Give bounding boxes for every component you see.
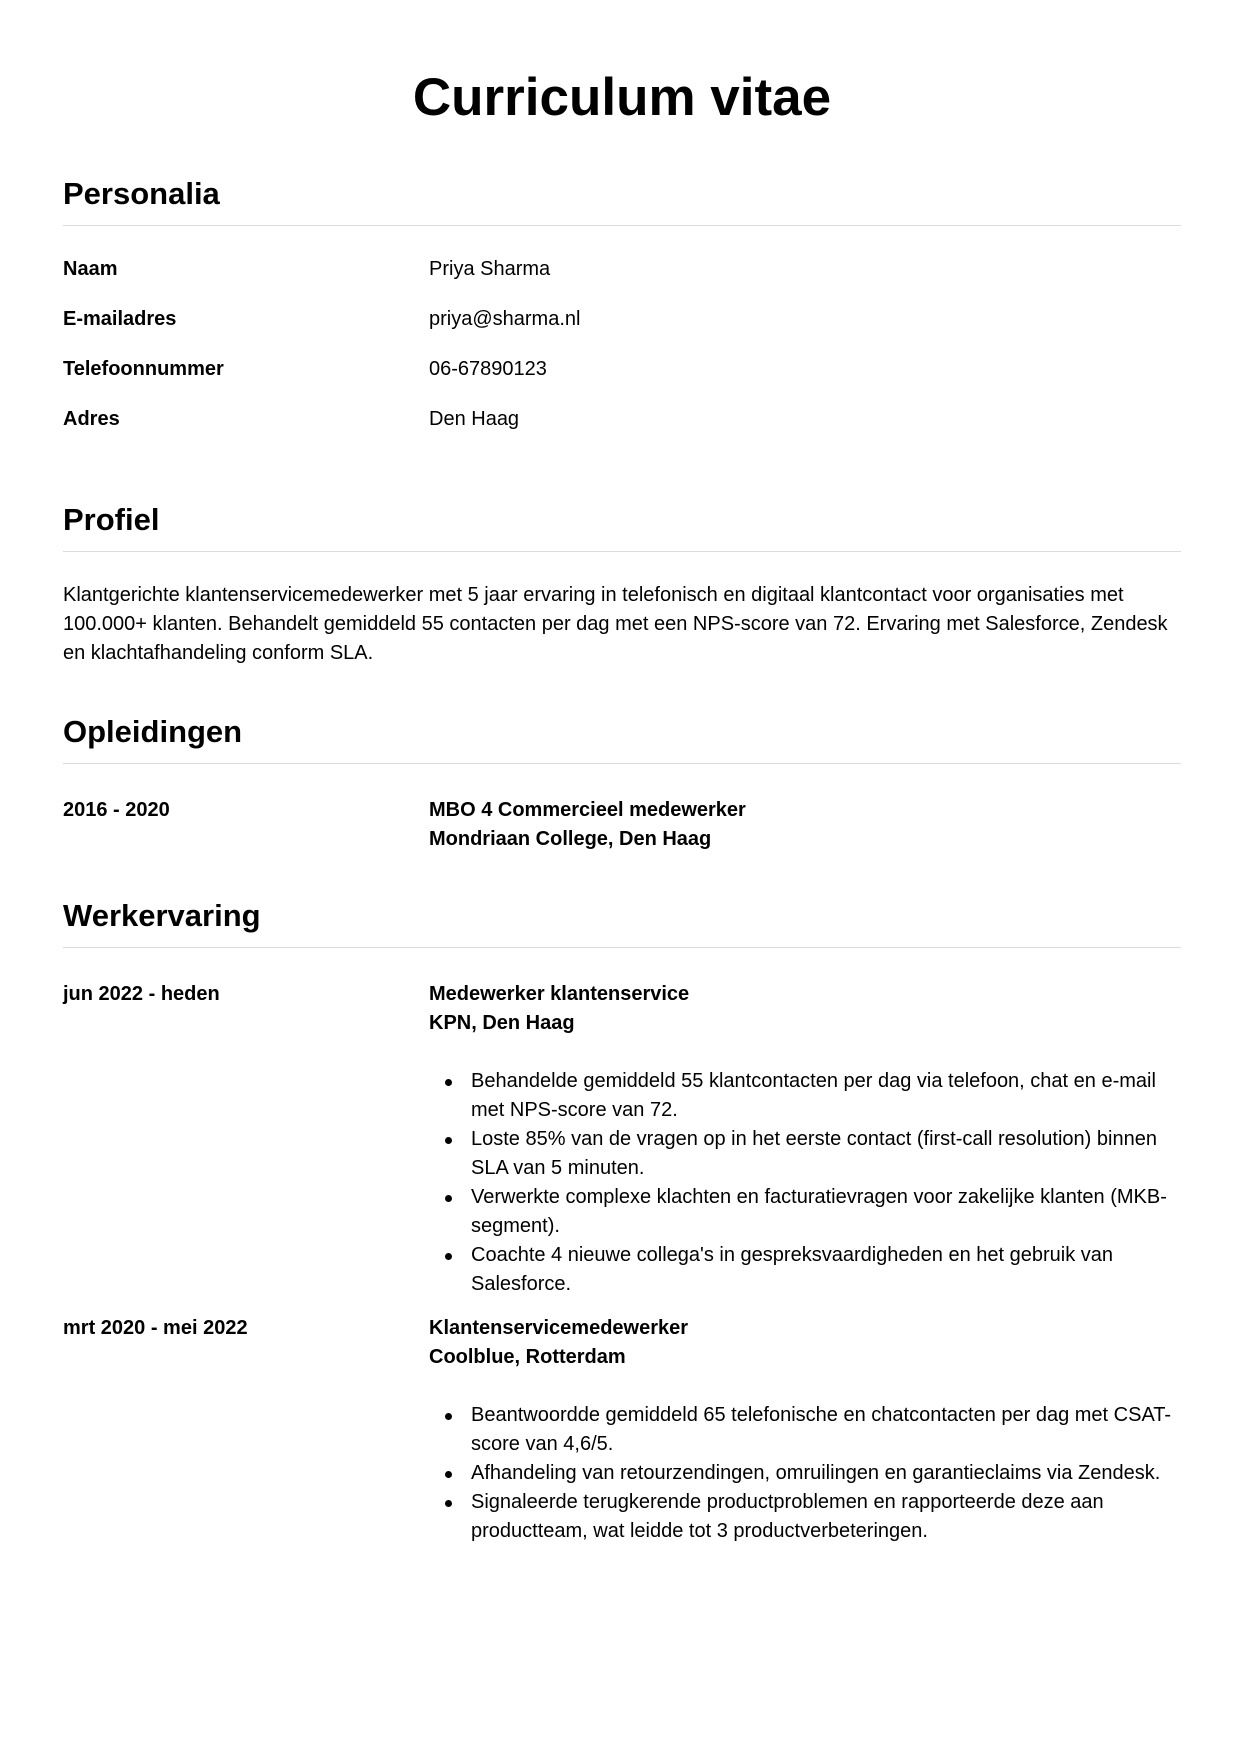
profile-summary: Klantgerichte klantenservicemedewerker met 5 jaar ervaring in telefonisch en digitaal klantcontact voor organisaties met 100.000+ klanten. Behandelt gemiddeld 55 contacten per dag met een NPS-score van 72. Ervaring met Salesforce, Zendesk en klachtafhandeling conform SLA. <box>63 584 1168 664</box>
work-details <box>429 980 1181 1299</box>
work-entry <box>63 980 1181 1299</box>
work-bullets <box>429 1067 1181 1299</box>
education-details <box>429 796 1181 854</box>
work-title: Klantenservicemedewerker <box>429 1317 689 1339</box>
personalia-value: priya@sharma.nl <box>429 308 581 330</box>
work-bullets <box>429 1401 1181 1546</box>
section-heading-personalia: Personalia <box>63 174 1181 226</box>
section-heading-opleidingen: Opleidingen <box>63 712 1181 764</box>
list-item <box>471 1241 1181 1299</box>
personalia-value: Den Haag <box>429 408 520 430</box>
personalia-value: Priya Sharma <box>429 258 551 280</box>
work-period: mrt 2020 - mei 2022 <box>63 1317 248 1339</box>
section-opleidingen <box>63 712 1181 854</box>
bullet-text: Behandelde gemiddeld 55 klantcontacten per dag via telefoon, chat en e-mail met NPS-score van 72. <box>471 1070 1156 1121</box>
work-entry <box>63 1314 1181 1546</box>
section-personalia <box>63 174 1181 456</box>
section-profiel <box>63 500 1181 668</box>
personalia-value: 06-67890123 <box>429 358 547 380</box>
bullet-icon <box>445 1500 452 1507</box>
document-title: Curriculum vitae <box>412 68 832 127</box>
personalia-row-telefoon <box>63 356 1181 406</box>
list-item <box>471 1125 1181 1183</box>
education-period: 2016 - 2020 <box>63 799 170 821</box>
work-employer: KPN, Den Haag <box>429 1012 575 1034</box>
bullet-icon <box>445 1253 452 1260</box>
work-period: jun 2022 - heden <box>63 983 220 1005</box>
personalia-label: E-mailadres <box>63 308 177 330</box>
bullet-icon <box>445 1195 452 1202</box>
personalia-row-email <box>63 306 1181 356</box>
education-entry <box>63 796 1181 854</box>
personalia-label: Telefoonnummer <box>63 358 224 380</box>
bullet-text: Verwerkte complexe klachten en facturatievragen voor zakelijke klanten (MKB-segment). <box>471 1186 1167 1237</box>
bullet-icon <box>445 1413 452 1420</box>
list-item <box>471 1183 1181 1241</box>
education-institution: Mondriaan College, Den Haag <box>429 828 712 850</box>
bullet-icon <box>445 1137 452 1144</box>
work-details <box>429 1314 1181 1546</box>
work-employer: Coolblue, Rotterdam <box>429 1346 626 1368</box>
personalia-label: Naam <box>63 258 118 280</box>
section-heading-profiel: Profiel <box>63 500 1181 552</box>
bullet-text: Beantwoordde gemiddeld 65 telefonische en chatcontacten per dag met CSAT-score van 4,6/5. <box>471 1404 1172 1455</box>
bullet-icon <box>445 1471 452 1478</box>
bullet-text: Afhandeling van retourzendingen, omruilingen en garantieclaims via Zendesk. <box>471 1462 1161 1484</box>
list-item <box>471 1459 1181 1488</box>
list-item <box>471 1401 1181 1459</box>
personalia-row-naam <box>63 256 1181 306</box>
education-title: MBO 4 Commercieel medewerker <box>429 799 746 821</box>
personalia-row-adres <box>63 406 1181 456</box>
bullet-text: Loste 85% van de vragen op in het eerste contact (first-call resolution) binnen SLA van 5 minuten. <box>471 1128 1157 1179</box>
personalia-list <box>63 256 1181 456</box>
bullet-text: Coachte 4 nieuwe collega's in gespreksvaardigheden en het gebruik van Salesforce. <box>471 1244 1114 1295</box>
personalia-label: Adres <box>63 408 120 430</box>
bullet-icon <box>445 1079 452 1086</box>
work-title: Medewerker klantenservice <box>429 983 690 1005</box>
list-item <box>471 1067 1181 1125</box>
section-werkervaring <box>63 896 1181 1546</box>
section-heading-werkervaring: Werkervaring <box>63 896 1181 948</box>
bullet-text: Signaleerde terugkerende productproblemen en rapporteerde deze aan productteam, wat leidde tot 3 productverbeteringen. <box>471 1491 1104 1542</box>
list-item <box>471 1488 1181 1546</box>
